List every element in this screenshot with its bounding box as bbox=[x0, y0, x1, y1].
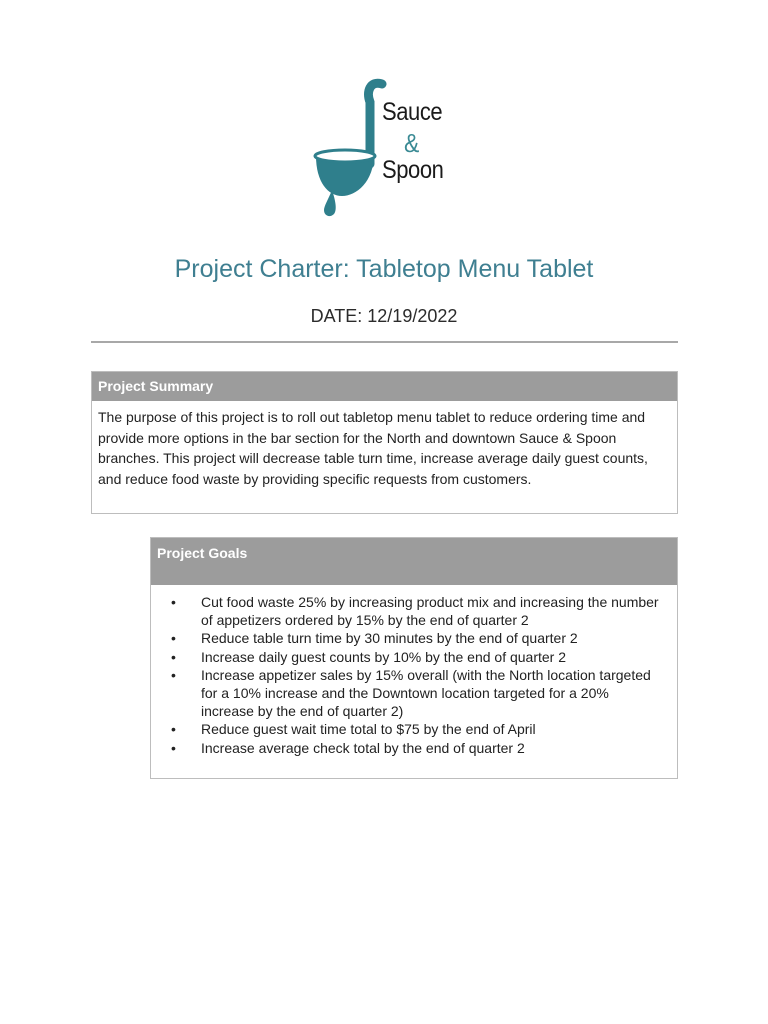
bullet-icon: • bbox=[171, 594, 176, 610]
logo-line-spoon: Spoon bbox=[382, 156, 444, 184]
logo bbox=[308, 78, 458, 220]
list-item bbox=[151, 666, 665, 721]
list-item bbox=[151, 720, 665, 738]
list-item bbox=[151, 629, 665, 647]
list-item bbox=[151, 593, 665, 629]
divider bbox=[91, 341, 678, 343]
goal-text: Increase average check total by the end of quarter 2 bbox=[201, 739, 525, 756]
logo-line-ampersand: & bbox=[404, 128, 419, 158]
bullet-icon: • bbox=[171, 739, 176, 756]
project-summary-text: The purpose of this project is to roll out tabletop menu tablet to reduce ordering time and provide more options in the bar section for the North and downtown Sauce & Spoon branches. This project will decrease table turn time, increase average daily guest counts, and reduce food waste by providing specific requests from customers. bbox=[98, 409, 648, 487]
goal-text: Reduce guest wait time total to $75 by the end of April bbox=[201, 721, 536, 738]
bullet-icon: • bbox=[171, 648, 176, 665]
bullet-icon: • bbox=[171, 666, 176, 683]
logo-line-sauce: Sauce bbox=[382, 98, 443, 126]
charter-date: DATE: 12/19/2022 bbox=[310, 306, 458, 326]
bullet-icon: • bbox=[171, 630, 176, 647]
bullet-icon: • bbox=[171, 721, 176, 738]
project-goals-section bbox=[150, 537, 678, 779]
goal-text: Reduce table turn time by 30 minutes by the end of quarter 2 bbox=[201, 630, 578, 647]
list-item bbox=[151, 648, 665, 666]
project-summary-section bbox=[91, 371, 678, 514]
project-summary-heading: Project Summary bbox=[92, 372, 677, 401]
goal-text: Increase appetizer sales by 15% overall (with the North location targeted for a 10% increase and the Downtown location targeted for a 20% increase by the end of quarter 2) bbox=[201, 666, 651, 720]
goal-text: Increase daily guest counts by 10% by the end of quarter 2 bbox=[201, 648, 567, 665]
project-goals-heading: Project Goals bbox=[151, 538, 677, 585]
list-item bbox=[151, 739, 665, 757]
page-title: Project Charter: Tabletop Menu Tablet bbox=[174, 255, 594, 283]
goal-text: Cut food waste 25% by increasing product mix and increasing the number of appetizers ordered by 15% by the end of quarter 2 bbox=[201, 594, 659, 629]
goals-list bbox=[151, 585, 677, 757]
